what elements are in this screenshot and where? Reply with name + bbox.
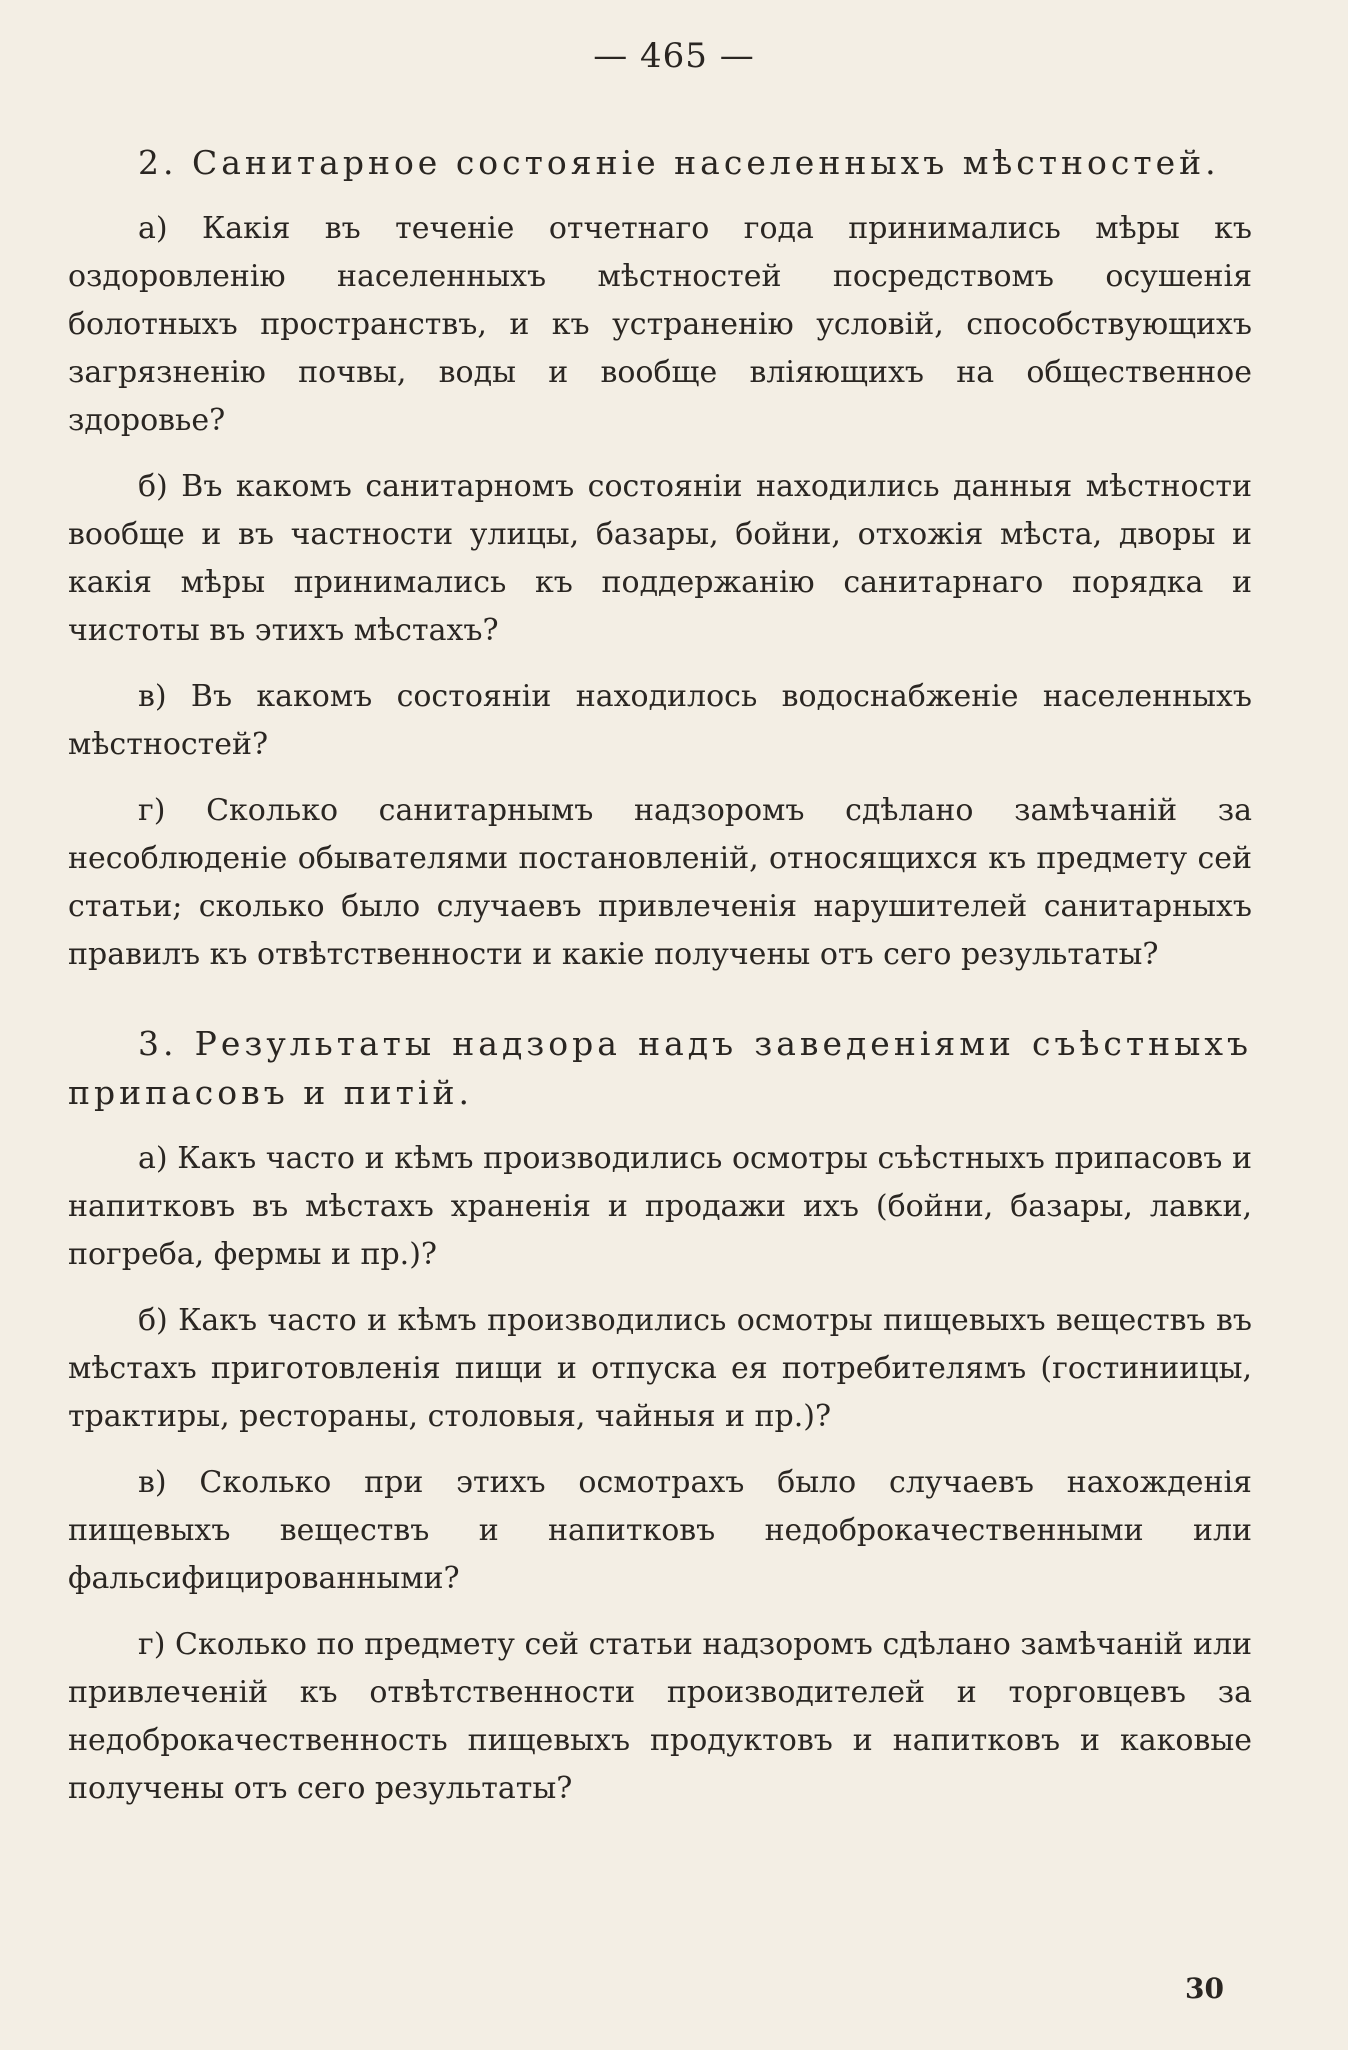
section-3-heading: 3. Результаты надзора надъ заведенiями съѣстныхъ припасовъ и питiй. xyxy=(68,1024,1252,1112)
section-2-paragraph-b: б) Въ какомъ санитарномъ состоянiи находились данныя мѣстности вообще и въ частности улицы, базары, бойни, отхожiя мѣста, дворы и какiя мѣры принимались къ поддержанiю санитарнаго порядка и чистоты въ этихъ мѣстахъ? xyxy=(68,469,1252,648)
section-2-paragraph-g: г) Сколько санитарнымъ надзоромъ сдѣлано замѣчанiй за несоблюденiе обывателями постановленiй, относящихся къ предмету сей статьи; сколько было случаевъ привлеченiя нарушителей санитарныхъ правилъ къ отвѣтственности и какiе получены отъ сего результаты? xyxy=(68,793,1252,972)
section-3-paragraph-g: г) Сколько по предмету сей статьи надзоромъ сдѣлано замѣчанiй или привлеченiй къ отвѣтственности производителей и торговцевъ за недоброкачественность пищевыхъ продуктовъ и напитковъ и каковые получены отъ сего результаты? xyxy=(68,1627,1252,1806)
section-3-paragraph-b: б) Какъ часто и кѣмъ производились осмотры пищевыхъ веществъ въ мѣстахъ приготовленiя пищи и отпуска ея потребителямъ (гостиниицы, трактиры, рестораны, столовыя, чайныя и пр.)? xyxy=(68,1303,1252,1434)
section-3-paragraph-v: в) Сколько при этихъ осмотрахъ было случаевъ нахожденiя пищевыхъ веществъ и напитковъ недоброкачественными или фальсифицированными? xyxy=(68,1465,1252,1596)
section-3-paragraph-a: а) Какъ часто и кѣмъ производились осмотры съѣстныхъ припасовъ и напитковъ въ мѣстахъ храненiя и продажи ихъ (бойни, базары, лавки, погреба, фермы и пр.)? xyxy=(68,1141,1252,1272)
signature-number: 30 xyxy=(1185,1972,1224,2005)
page-number: — 465 — xyxy=(593,36,755,76)
section-2-heading: 2. Санитарное состоянiе населенныхъ мѣстностей. xyxy=(138,143,1220,182)
section-2-paragraph-v: в) Въ какомъ состоянiи находилось водоснабженiе населенныхъ мѣстностей? xyxy=(68,679,1252,762)
text-column xyxy=(68,138,1252,1831)
section-2-paragraph-a: а) Какiя въ теченiе отчетнаго года принимались мѣры къ оздоровленiю населенныхъ мѣстностей посредствомъ осушенiя болотныхъ пространствъ, и къ устраненiю условiй, способствующихъ загрязненiю почвы, воды и вообще влiяющихъ на общественное здоровье? xyxy=(68,211,1252,438)
section-spacer xyxy=(68,997,1252,1019)
